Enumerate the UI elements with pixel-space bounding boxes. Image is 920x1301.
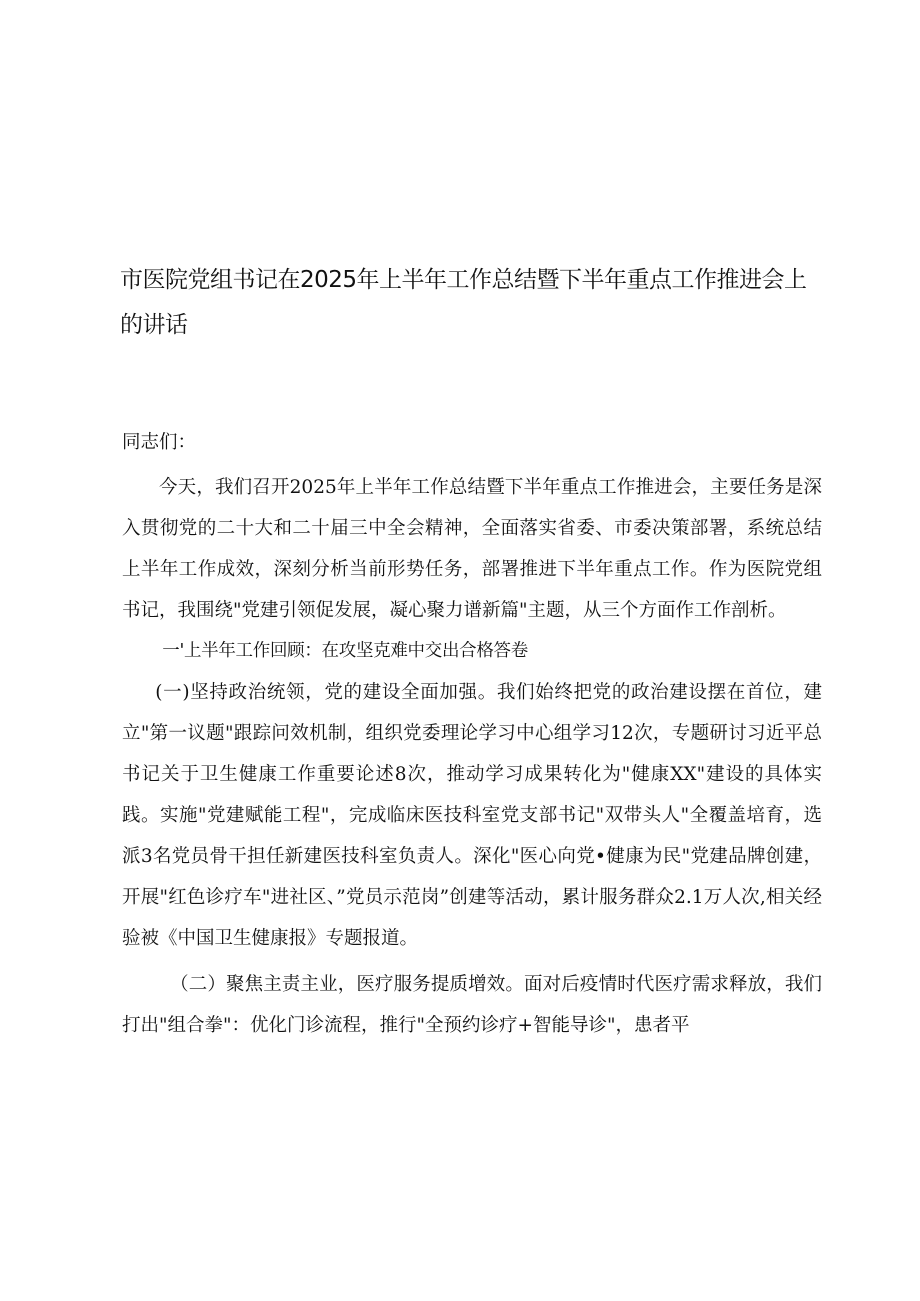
point-one-paragraph: (一)坚持政治统领，党的建设全面加强。我们始终把党的政治建设摆在首位，建立"第一议题"跟踪问效机制，组织党委理论学习中心组学习12次，专题研讨习近平总书记关于卫生健康工作重要论述8次，推动学习成果转化为"健康XX"建设的具体实践。实施"党建赋能工程"，完成临床医技科室党支部书记"双带头人"全覆盖培育，选派3名党员骨干担任新建医技科室负责人。深化"医心向党•健康为民"党建品牌创建，开展"红色诊疗车"进社区、”党员示范岗”创建等活动，累计服务群众2.1万人次,相关经验被《中国卫生健康报》专题报道。 — [122, 682, 822, 949]
section-heading: 一'上半年工作回顾：在攻坚克难中交出合格答卷 — [162, 641, 528, 661]
point-two-paragraph: （二）聚焦主责主业，医疗服务提质增效。面对后疫情时代医疗需求释放，我们打出"组合拳"：优化门诊流程，推行"全预约诊疗+智能导诊"，患者平 — [122, 974, 822, 1036]
document-body — [122, 422, 822, 1046]
salutation: 同志们： — [122, 432, 197, 453]
intro-paragraph: 今天，我们召开2025年上半年工作总结暨下半年重点工作推进会，主要任务是深入贯彻党的二十大和二十届三中全会精神，全面落实省委、市委决策部署，系统总结上半年工作成效，深刻分析当前形势任务，部署推进下半年重点工作。作为医院党组书记，我围绕"党建引领促发展，凝心聚力谱新篇"主题，从三个方面作工作剖析。 — [122, 477, 822, 621]
document-title: 市医院党组书记在2025年上半年工作总结暨下半年重点工作推进会上的讲话 — [120, 267, 807, 338]
